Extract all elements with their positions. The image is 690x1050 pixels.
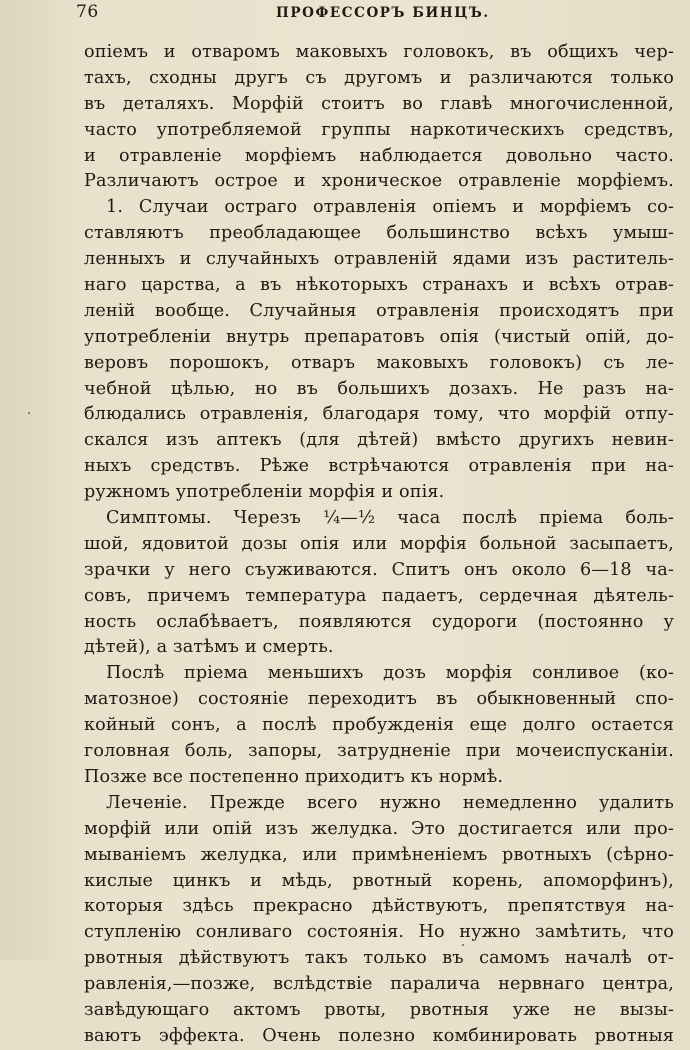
text-line: употребленіи внутрь препаратовъ опія (чистый опій, до- xyxy=(84,326,674,347)
text-line: зрачки у него съуживаются. Спитъ онъ около 6—18 ча- xyxy=(84,559,674,580)
text-line: мываніемъ желудка, или примѣненіемъ рвотныхъ (сѣрно- xyxy=(84,844,674,865)
text-line: койный сонъ, а послѣ пробужденія еще долго остается xyxy=(84,715,674,736)
text-line: Леченіе. Прежде всего нужно немедленно удалить xyxy=(106,792,674,813)
text-line: ность ослабѣваетъ, появляются судороги (постоянно у xyxy=(84,611,674,632)
text-line: ленныхъ и случайныхъ отравленій ядами изъ раститель- xyxy=(84,249,674,270)
text-line: которыя здѣсь прекрасно дѣйствуютъ, препятствуя на- xyxy=(84,896,674,917)
text-line: леній вообще. Случайныя отравленія происходятъ при xyxy=(84,300,674,321)
body-text xyxy=(84,40,674,1050)
text-line: 1. Случаи остраго отравленія опіемъ и морфіемъ со- xyxy=(106,197,674,218)
text-line: опіемъ и отваромъ маковыхъ головокъ, въ общихъ чер- xyxy=(84,42,674,62)
page-header xyxy=(76,2,676,30)
text-line: шой, ядовитой дозы опія или морфія больной засыпаетъ, xyxy=(84,533,674,554)
text-line: скался изъ аптекъ (для дѣтей) вмѣсто другихъ невин- xyxy=(84,430,674,451)
text-line: матозное) состояніе переходитъ въ обыкновенный спо- xyxy=(84,689,674,710)
paper-speck xyxy=(28,412,30,414)
paper-speck xyxy=(462,944,464,946)
text-line: часто употребляемой группы наркотическихъ средствъ, xyxy=(84,119,674,140)
text-line: морфій или опій изъ желудка. Это достигается или про- xyxy=(84,818,674,839)
text-line: ступленію сонливаго состоянія. Но нужно замѣтить, что xyxy=(84,922,674,943)
text-line: ружномъ употребленіи морфія и опія. xyxy=(84,482,445,503)
page-number: 76 xyxy=(76,2,99,22)
text-line: ставляютъ преобладающее большинство всѣхъ умыш- xyxy=(84,223,674,244)
text-line: равленія,—позже, вслѣдствіе паралича нервнаго центра, xyxy=(84,974,674,995)
text-line: Позже все постепенно приходитъ къ нормѣ. xyxy=(84,766,504,787)
running-head: ПРОФЕССОРЪ БИНЦЪ. xyxy=(276,5,490,21)
text-line: кислые цинкъ и мѣдь, рвотный корень, апоморфинъ), xyxy=(84,870,674,891)
text-line: наго царства, а въ нѣкоторыхъ странахъ и всѣхъ отрав- xyxy=(84,275,674,296)
text-line: и отравленіе морфіемъ наблюдается довольно часто. xyxy=(84,145,674,166)
text-line: ныхъ средствъ. Рѣже встрѣчаются отравленія при на- xyxy=(84,456,674,477)
text-line: блюдались отравленія, благодаря тому, что морфій отпу- xyxy=(84,404,674,425)
text-line: завѣдующаго актомъ рвоты, рвотныя уже не вызы- xyxy=(84,999,674,1020)
text-line: тахъ, сходны другъ съ другомъ и различаются только xyxy=(84,67,674,88)
text-line: рвотныя дѣйствуютъ такъ только въ самомъ началѣ от- xyxy=(84,948,674,969)
text-line: совъ, причемъ температура падаетъ, сердечная дѣятель- xyxy=(84,585,674,606)
text-line: головная боль, запоры, затрудненіе при мочеиспусканіи. xyxy=(84,741,674,762)
text-line: въ деталяхъ. Морфій стоитъ во главѣ многочисленной, xyxy=(84,93,674,114)
text-line: Послѣ пріема меньшихъ дозъ морфія сонливое (ко- xyxy=(106,663,674,684)
text-line: Симптомы. Черезъ ¼—½ часа послѣ пріема боль- xyxy=(106,508,674,529)
text-line: чебной цѣлью, но въ большихъ дозахъ. Не разъ на- xyxy=(84,378,674,399)
text-line: дѣтей), а затѣмъ и смерть. xyxy=(84,637,334,658)
text-line: веровъ порошокъ, отваръ маковыхъ головокъ) съ ле- xyxy=(84,352,674,373)
text-line: Различаютъ острое и хроническое отравленіе морфіемъ. xyxy=(84,171,674,192)
text-line: ваютъ эффекта. Очень полезно комбинировать рвотныя xyxy=(84,1025,674,1046)
